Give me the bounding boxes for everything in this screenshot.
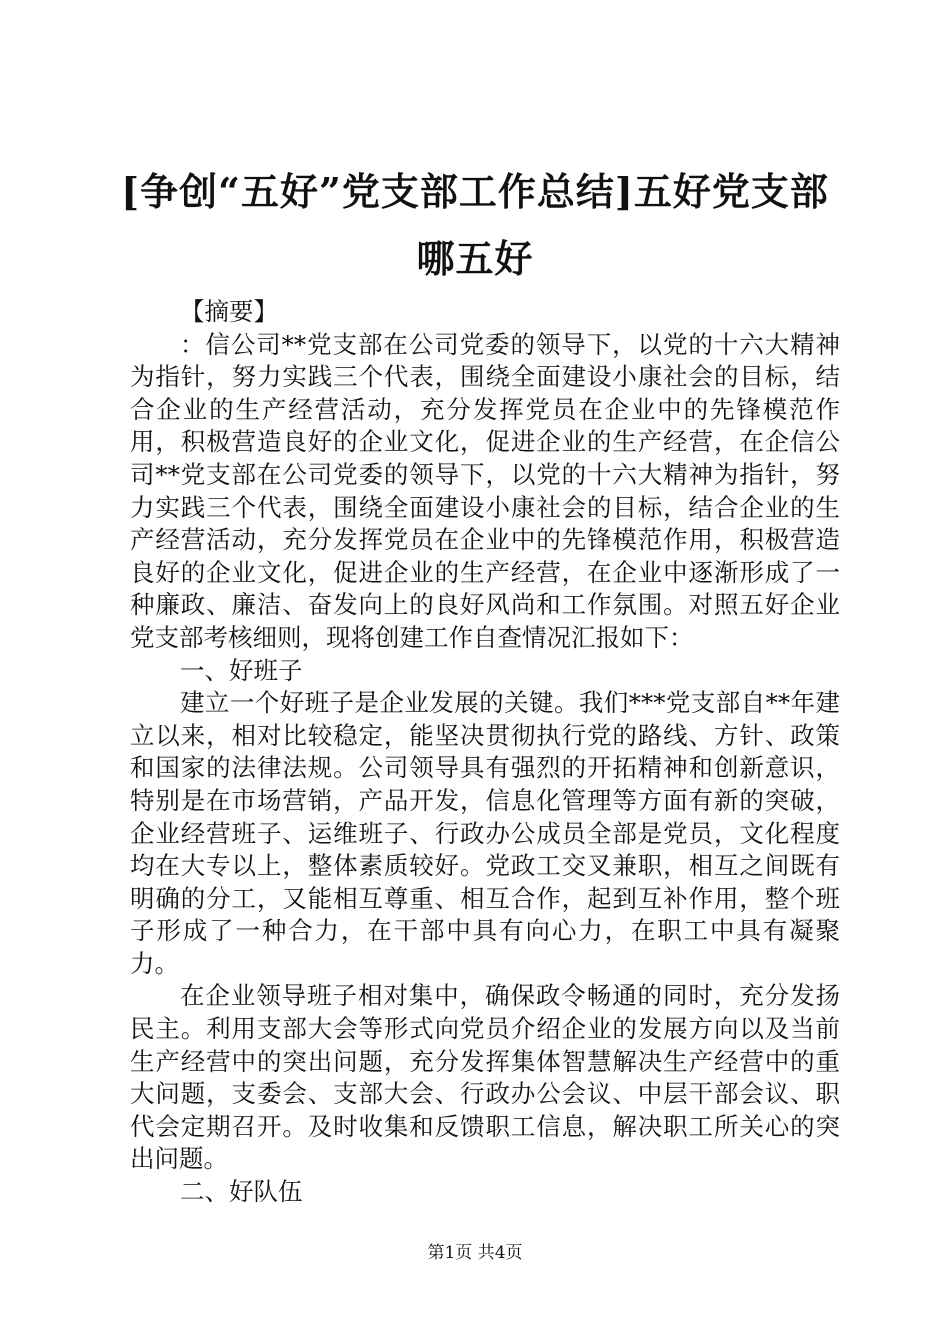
paragraph-leadership: 建立一个好班子是企业发展的关键。我们***党支部自**年建立以来，相对比较稳定，能坚决贯彻执行党的路线、方针、政策和国家的法律法规。公司领导具有强烈的开拓精神和创新意识，特别是在市场营销，产品开发，信息化管理等方面有新的突破，企业经营班子、运维班子、行政办公成员全部是党员，文化程度均在大专以上，整体素质较好。党政工交叉兼职，相互之间既有明确的分工，又能相互尊重、相互合作，起到互补作用，整个班子形成了一种合力，在干部中具有向心力，在职工中具有凝聚力。 xyxy=(130,688,840,978)
page-number-footer: 第1页 共4页 xyxy=(427,1243,523,1263)
paragraph-democracy: 在企业领导班子相对集中，确保政令畅通的同时，充分发扬民主。利用支部大会等形式向党员介绍企业的发展方向以及当前生产经营中的突出问题，充分发挥集体智慧解决生产经营中的重大问题，支委会、支部大会、行政办公会议、中层干部会议、职代会定期召开。及时收集和反馈职工信息，解决职工所关心的突出问题。 xyxy=(130,981,840,1174)
abstract-label: 【摘要】 xyxy=(180,297,278,326)
paragraph-intro: ：信公司**党支部在公司党委的领导下，以党的十六大精神为指针，努力实践三个代表，围绕全面建设小康社会的目标，结合企业的生产经营活动，充分发挥党员在企业中的先锋模范作用，积极营造良好的企业文化，促进企业的生产经营，在企信公司**党支部在公司党委的领导下，以党的十六大精神为指针，努力实践三个代表，围绕全面建设小康社会的目标，结合企业的生产经营活动，充分发挥党员在企业中的先锋模范作用，积极营造良好的企业文化，促进企业的生产经营，在企业中逐渐形成了一种廉政、廉洁、奋发向上的良好风尚和工作氛围。对照五好企业党支部考核细则，现将创建工作自查情况汇报如下： xyxy=(130,329,840,652)
section-heading-good-leadership: 一、好班子 xyxy=(180,655,303,685)
section-heading-good-team: 二、好队伍 xyxy=(180,1177,303,1207)
document-title: [争创“五好”党支部工作总结]五好党支部哪五好 xyxy=(121,169,829,281)
document-body xyxy=(130,296,840,1209)
